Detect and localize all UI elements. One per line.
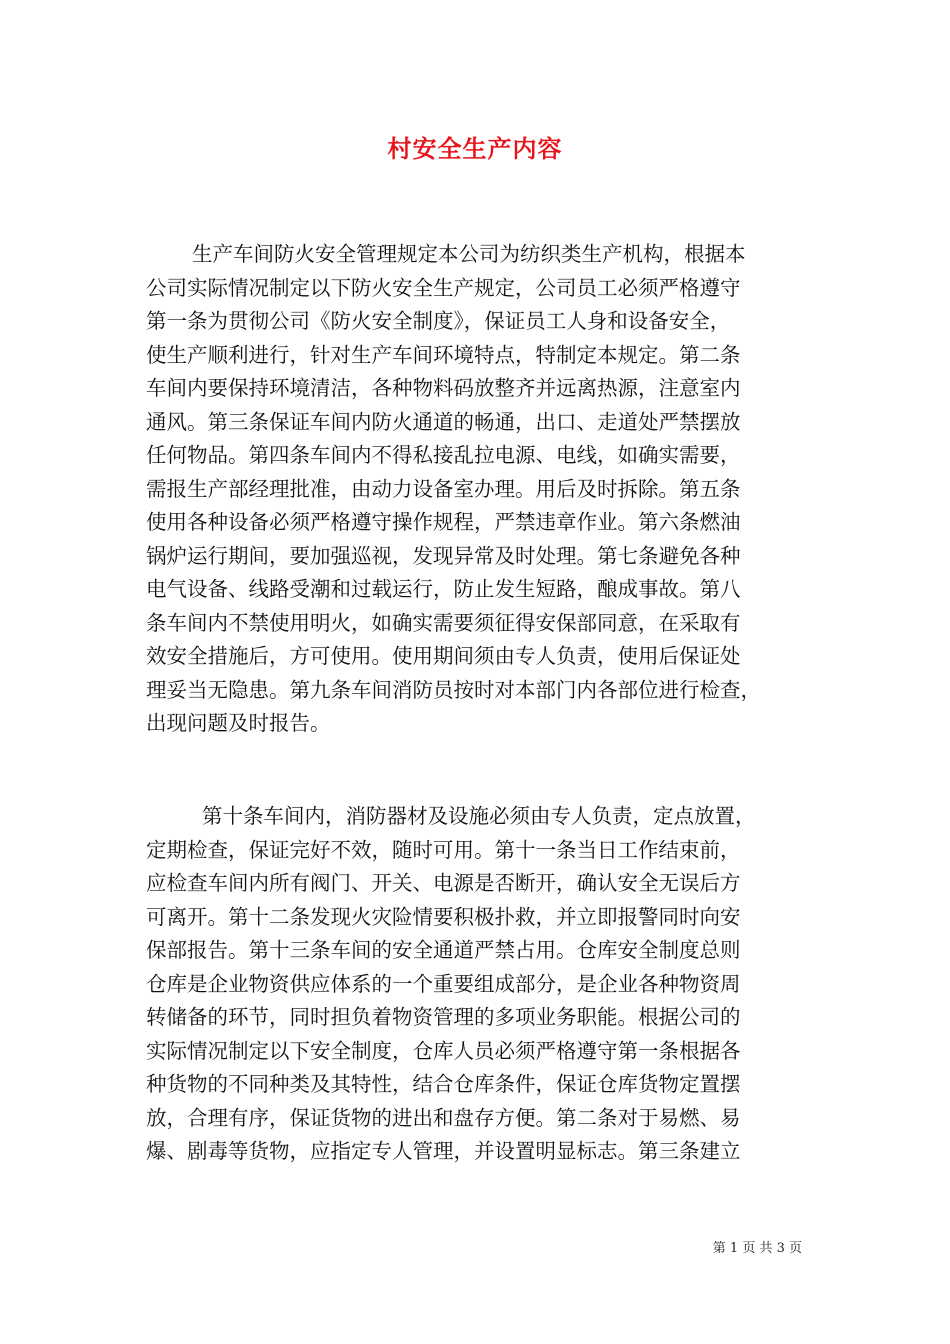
text-line: 锅炉运行期间，要加强巡视，发现异常及时处理。第七条避免各种 — [146, 543, 741, 568]
text-line: 种货物的不同种类及其特性，结合仓库条件，保证仓库货物定置摆 — [146, 1072, 741, 1096]
text-line: 保部报告。第十三条车间的安全通道严禁占用。仓库安全制度总则 — [146, 938, 741, 962]
text-line: 电气设备、线路受潮和过载运行，防止发生短路，酿成事故。第八 — [146, 577, 741, 601]
page-number: 第 1 页 共 3 页 — [712, 1241, 802, 1256]
text-line: 理妥当无隐患。第九条车间消防员按时对本部门内各部位进行检查， — [146, 677, 761, 702]
text-line: 爆、剧毒等货物，应指定专人管理，并设置明显标志。第三条建立 — [146, 1139, 741, 1163]
text-line: 公司实际情况制定以下防火安全生产规定，公司员工必须严格遵守 — [146, 275, 741, 300]
text-line: 第一条为贯彻公司《防火安全制度》，保证员工人身和设备安全， — [146, 309, 731, 333]
text-line: 应检查车间内所有阀门、开关、电源是否断开，确认安全无误后方 — [146, 871, 741, 895]
text-line: 使用各种设备必须严格遵守操作规程，严禁违章作业。第六条燃油 — [146, 510, 741, 534]
text-line: 第十条车间内，消防器材及设施必须由专人负责，定点放置， — [202, 804, 756, 828]
paragraph-1 — [146, 238, 818, 741]
text-line: 仓库是企业物资供应体系的一个重要组成部分，是企业各种物资周 — [146, 971, 741, 996]
paragraph-2 — [146, 800, 818, 1169]
text-line: 效安全措施后，方可使用。使用期间须由专人负责，使用后保证处 — [146, 644, 741, 668]
text-line: 任何物品。第四条车间内不得私接乱拉电源、电线，如确实需要， — [146, 443, 741, 467]
text-line: 出现问题及时报告。 — [146, 711, 331, 735]
text-line: 生产车间防火安全管理规定本公司为纺织类生产机构，根据本 — [192, 242, 746, 266]
text-line: 放，合理有序，保证货物的进出和盘存方便。第二条对于易燃、易 — [146, 1105, 741, 1130]
text-line: 通风。第三条保证车间内防火通道的畅通，出口、走道处严禁摆放 — [146, 409, 741, 434]
text-line: 可离开。第十二条发现火灾险情要积极扑救，并立即报警同时向安 — [146, 904, 741, 929]
text-line: 实际情况制定以下安全制度，仓库人员必须严格遵守第一条根据各 — [146, 1038, 741, 1063]
text-line: 条车间内不禁使用明火，如确实需要须征得安保部同意，在采取有 — [146, 610, 741, 635]
text-line: 车间内要保持环境清洁，各种物料码放整齐并远离热源，注意室内 — [146, 376, 741, 400]
text-line: 定期检查，保证完好不效，随时可用。第十一条当日工作结束前， — [146, 837, 741, 862]
document-title: 村安全生产内容 — [387, 134, 563, 163]
text-line: 使生产顺利进行，针对生产车间环境特点，特制定本规定。第二条 — [146, 342, 741, 367]
text-line: 转储备的环节，同时担负着物资管理的多项业务职能。根据公司的 — [146, 1005, 741, 1029]
text-line: 需报生产部经理批准，由动力设备室办理。用后及时拆除。第五条 — [146, 476, 741, 501]
